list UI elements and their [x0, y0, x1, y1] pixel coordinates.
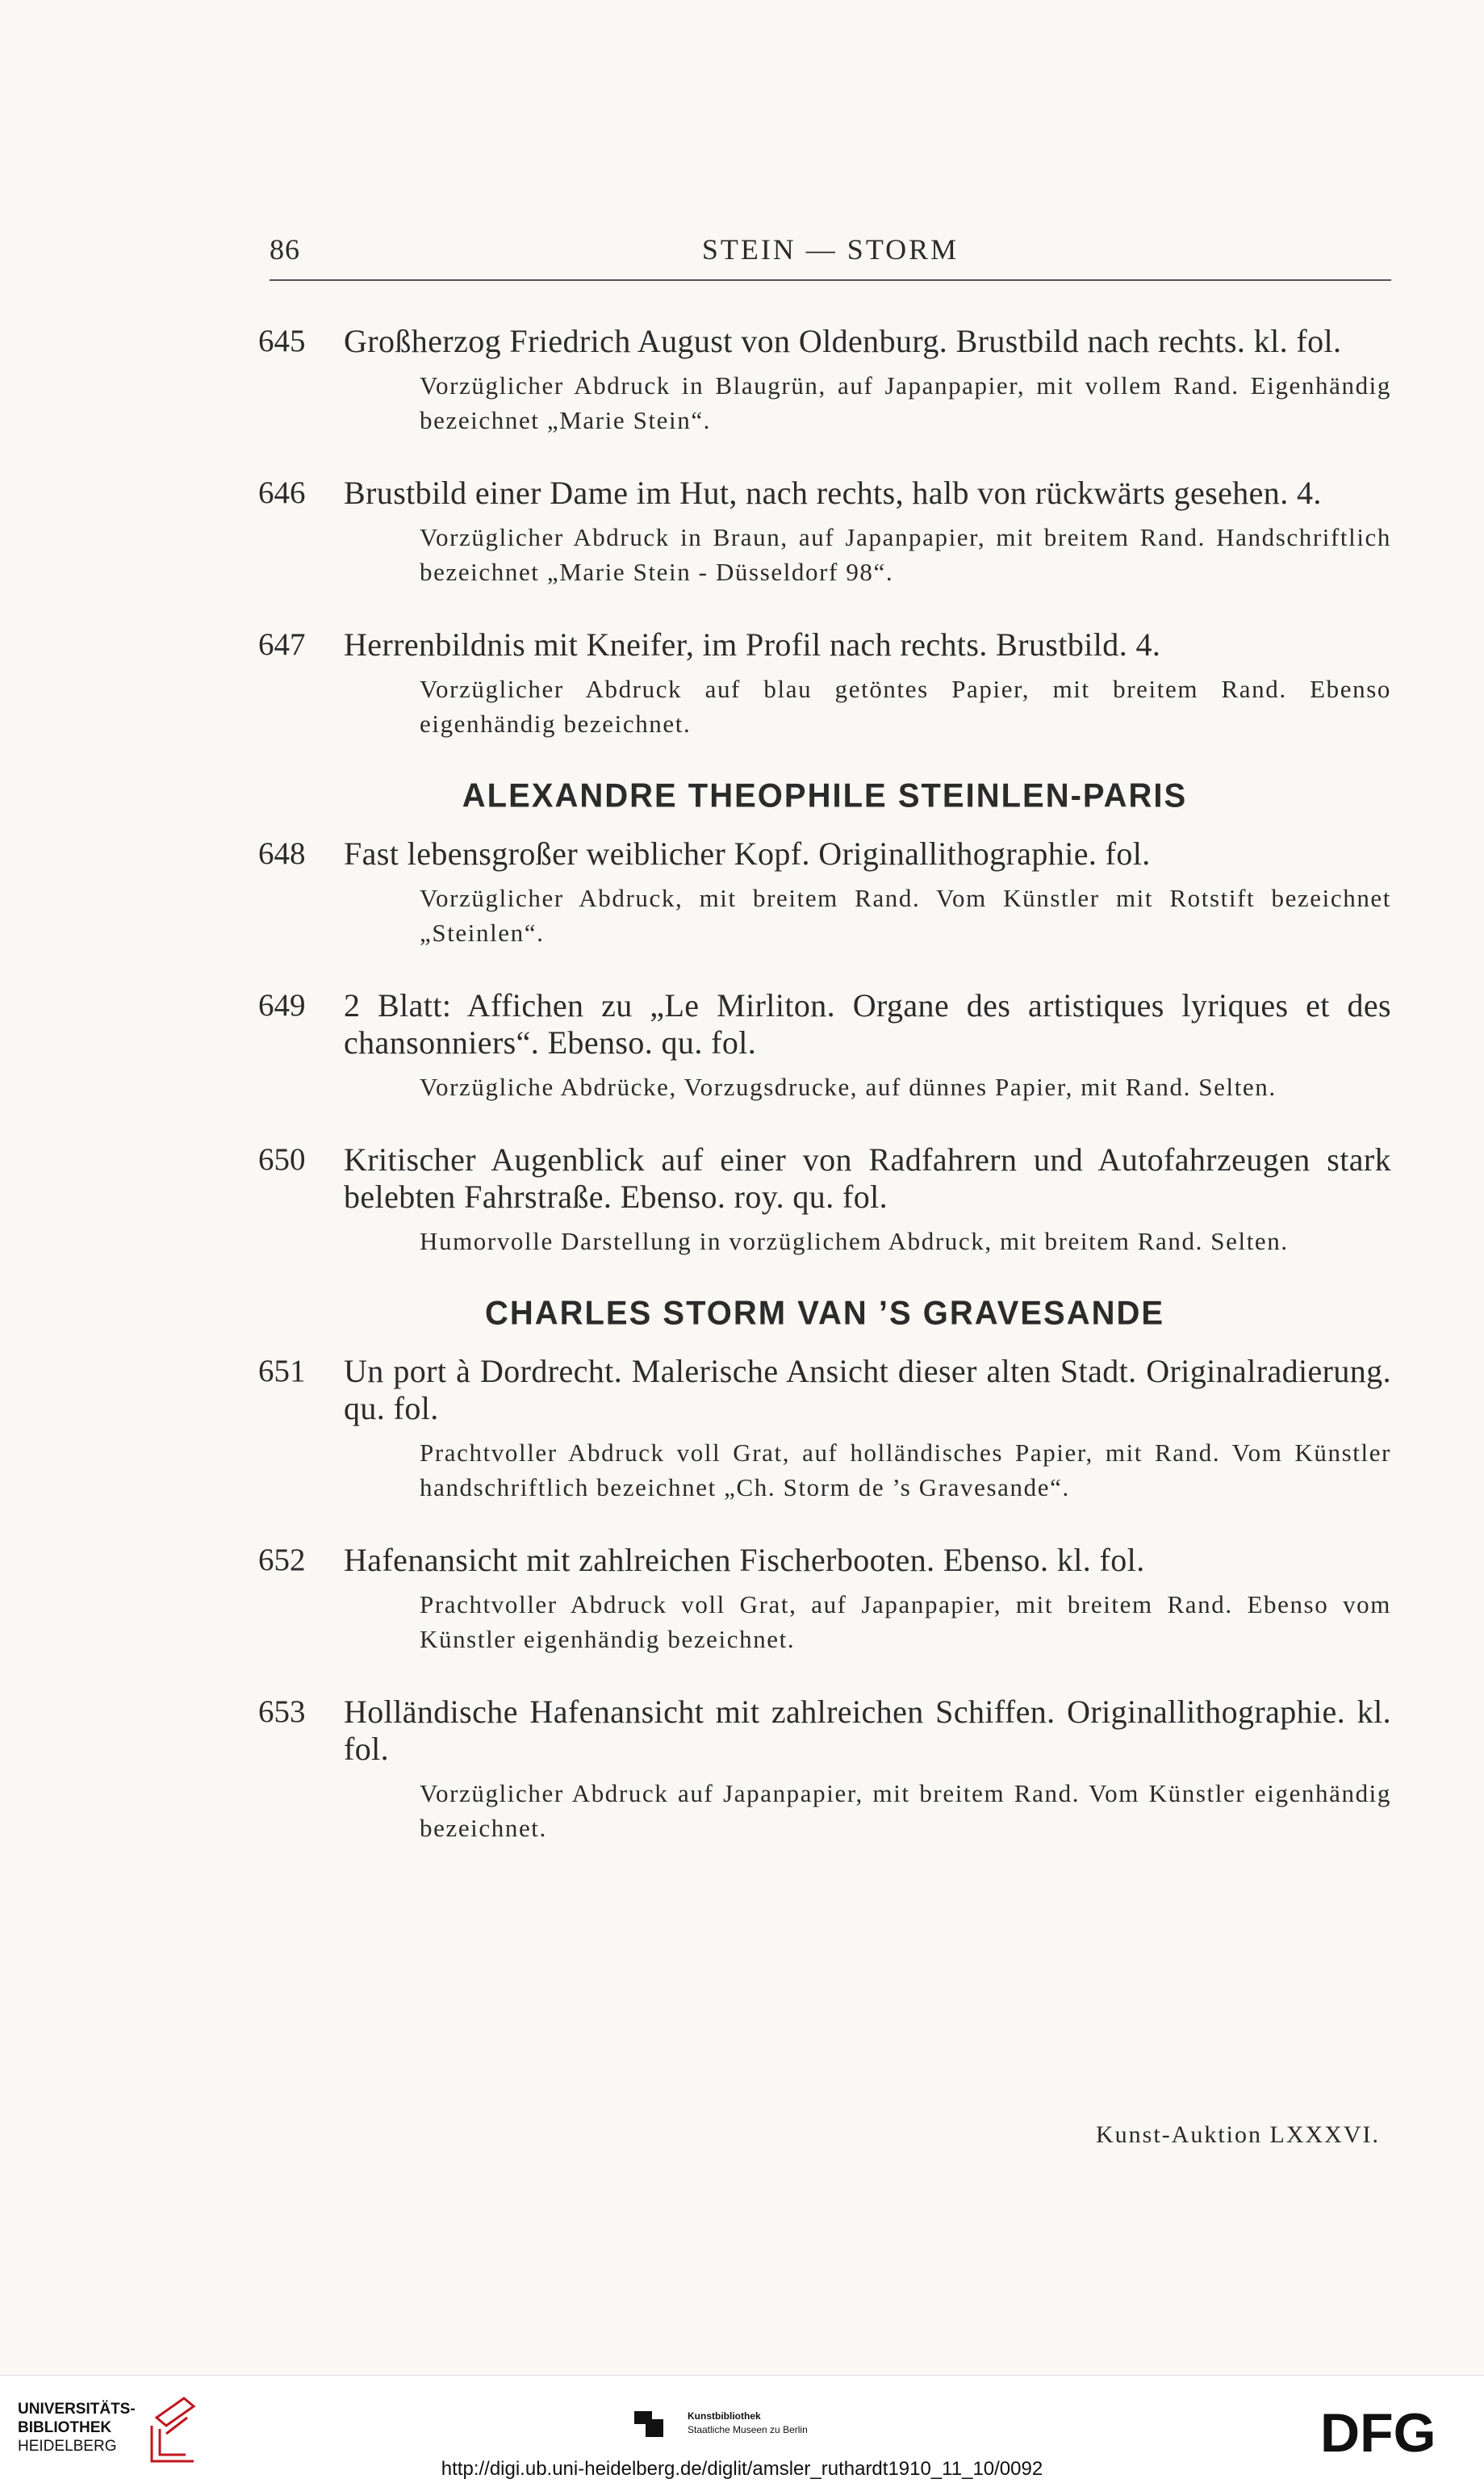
dfg-logo-icon[interactable]: [1320, 2406, 1464, 2458]
catalogue-signature: Kunst-Auktion LXXXVI.: [1096, 2121, 1380, 2148]
lot-number: 651: [258, 1354, 306, 1388]
lot-title: Brustbild einer Dame im Hut, nach rechts, halb von rückwärts gesehen. 4.: [344, 475, 1322, 511]
lot-description: Vorzügliche Abdrücke, Vorzugsdrucke, auf dünnes Papier, mit Rand. Selten.: [420, 1073, 1277, 1101]
lot-description: Vorzüglicher Abdruck, mit breitem Rand. Vom Künstler mit Rotstift bezeichnet „Steinlen“.: [420, 884, 1391, 947]
lot-entry: [258, 323, 1391, 438]
permalink-url[interactable]: http://digi.ub.uni-heidelberg.de/diglit/amsler_ruthardt1910_11_10/0092: [441, 2458, 1043, 2480]
running-title: STEIN — STORM: [701, 233, 959, 266]
lot-title: Kritischer Augenblick auf einer von Radfahrern und Autofahrzeugen stark belebten Fahrstraße. Ebenso. roy. qu. fol.: [344, 1141, 1391, 1215]
lot-title: 2 Blatt: Affichen zu „Le Mirliton. Organe des artistiques lyriques et des chansonniers“. Ebenso. qu. fol.: [344, 987, 1391, 1061]
lot-description: Prachtvoller Abdruck voll Grat, auf holländisches Papier, mit Rand. Vom Künstler handschriftlich bezeichnet „Ch. Storm de ’s Gravesande“.: [420, 1438, 1391, 1501]
lot-title: Un port à Dordrecht. Malerische Ansicht dieser alten Stadt. Originalradierung. qu. fol.: [344, 1353, 1391, 1426]
lot-number: 645: [258, 324, 306, 358]
lot-entry: [258, 1141, 1391, 1258]
lot-description: Vorzüglicher Abdruck in Braun, auf Japanpapier, mit breitem Rand. Handschriftlich bezeichnet „Marie Stein - Düsseldorf 98“.: [420, 523, 1391, 586]
lot-number: 653: [258, 1694, 306, 1729]
lot-title: Holländische Hafenansicht mit zahlreichen Schiffen. Originallithographie. kl. fol.: [344, 1694, 1391, 1767]
lot-number: 652: [258, 1543, 306, 1577]
uni-name-line: UNIVERSITÄTS-: [18, 2401, 136, 2418]
lot-description: Vorzüglicher Abdruck auf Japanpapier, mit breitem Rand. Vom Künstler eigenhändig bezeichnet.: [420, 1779, 1391, 1842]
lot-title: Hafenansicht mit zahlreichen Fischerbooten. Ebenso. kl. fol.: [344, 1542, 1145, 1578]
lot-title: Herrenbildnis mit Kneifer, im Profil nach rechts. Brustbild. 4.: [344, 626, 1161, 663]
lot-entry: [258, 475, 1391, 589]
lot-number: 647: [258, 627, 306, 662]
lot-number: 648: [258, 836, 306, 871]
university-logo-icon[interactable]: [145, 2393, 203, 2466]
lot-description: Humorvolle Darstellung in vorzüglichem Abdruck, mit breitem Rand. Selten.: [420, 1227, 1289, 1255]
lot-number: 649: [258, 988, 306, 1023]
lot-entry: [258, 1542, 1391, 1656]
header-divider: [270, 279, 1391, 281]
running-head: [270, 232, 1391, 268]
uni-name-line: HEIDELBERG: [18, 2438, 117, 2455]
lot-number: 646: [258, 475, 306, 510]
lot-entry: [258, 987, 1391, 1104]
lot-entry: [258, 626, 1391, 741]
kunstbibliothek-label: [688, 2410, 808, 2437]
lot-title: Fast lebensgroßer weiblicher Kopf. Originallithographie. fol.: [344, 835, 1151, 872]
lot-description: Prachtvoller Abdruck voll Grat, auf Japanpapier, mit breitem Rand. Ebenso vom Künstler eigenhändig bezeichnet.: [420, 1590, 1391, 1653]
artist-heading: ALEXANDRE THEOPHILE STEINLEN-PARIS: [462, 777, 1188, 815]
lot-entry: [258, 835, 1391, 950]
kb-line: Kunstbibliothek: [688, 2410, 761, 2422]
artist-heading: CHARLES STORM VAN ’S GRAVESANDE: [484, 1294, 1165, 1333]
dfg-text: DFG: [1320, 2406, 1436, 2458]
uni-name-line: BIBLIOTHEK: [18, 2419, 112, 2436]
lot-number: 650: [258, 1142, 306, 1177]
lot-entry: [258, 1694, 1391, 1845]
kb-line: Staatliche Museen zu Berlin: [688, 2424, 808, 2435]
lot-entry: [258, 1353, 1391, 1505]
lot-description: Vorzüglicher Abdruck auf blau getöntes Papier, mit breitem Rand. Ebenso eigenhändig bezeichnet.: [420, 675, 1391, 738]
viewer-footer: [0, 2375, 1484, 2483]
page-number: 86: [270, 233, 300, 266]
catalogue-entries: [258, 323, 1391, 1882]
lot-title: Großherzog Friedrich August von Oldenburg. Brustbild nach rechts. kl. fol.: [344, 323, 1342, 359]
kunstbibliothek-logo-icon[interactable]: [631, 2405, 667, 2440]
lot-description: Vorzüglicher Abdruck in Blaugrün, auf Japanpapier, mit vollem Rand. Eigenhändig bezeichnet „Marie Stein“.: [420, 371, 1391, 434]
